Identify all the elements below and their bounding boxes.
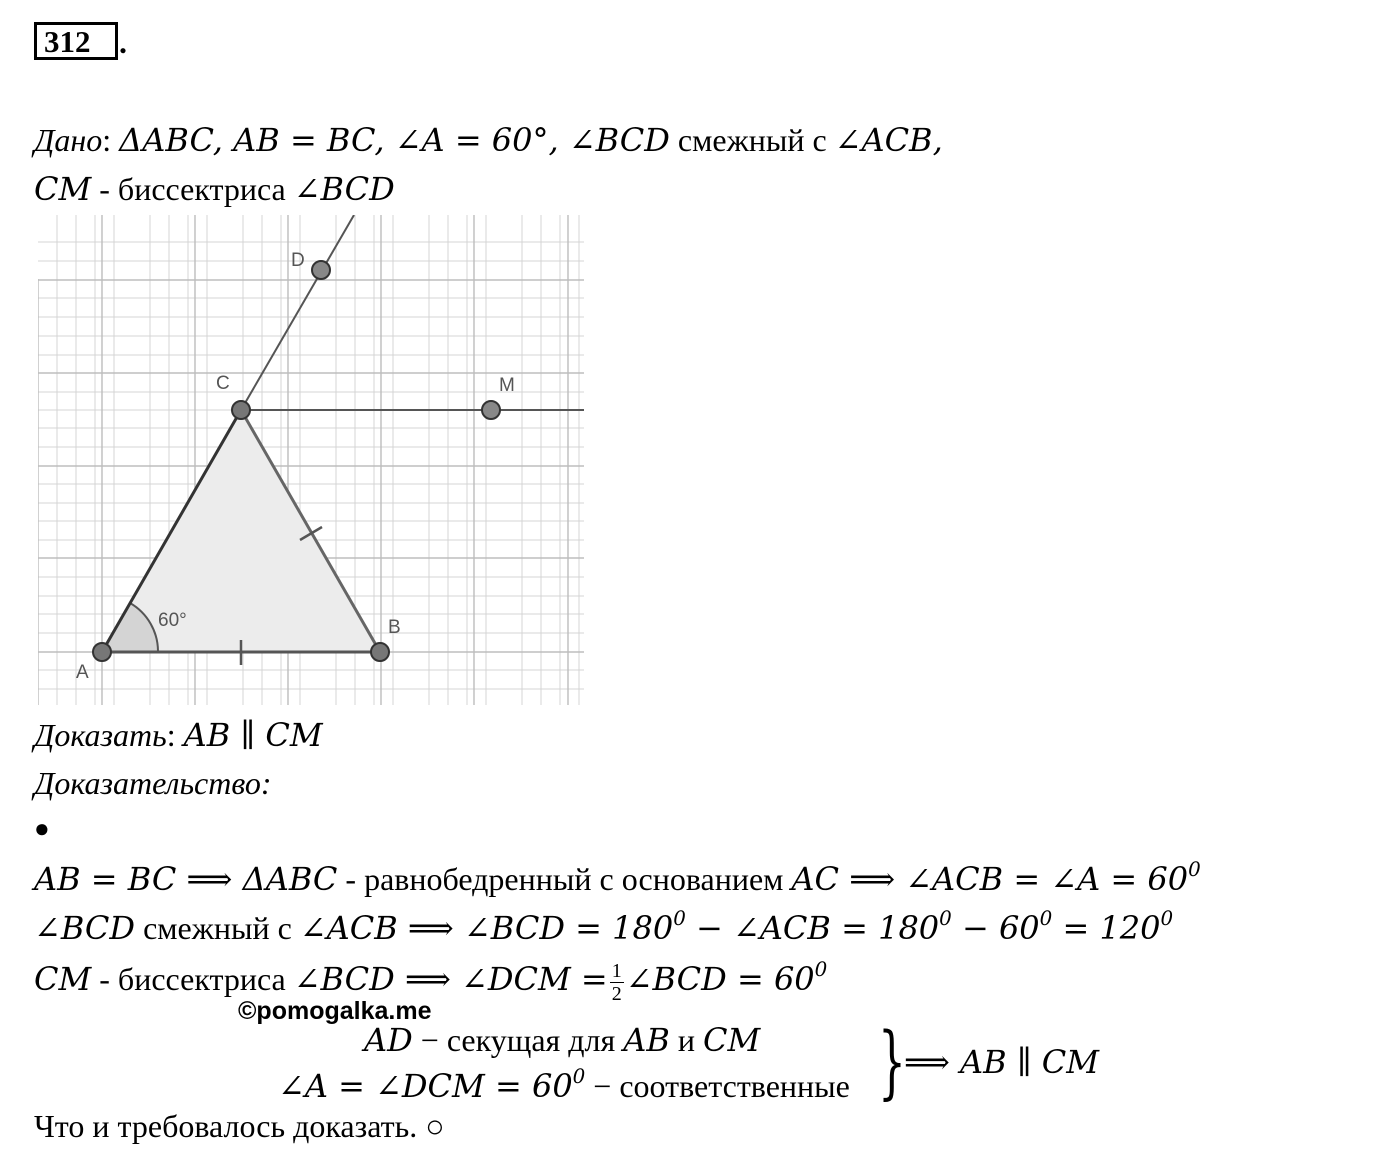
label-m: M [499,375,515,396]
proof-line-5: ∠A = ∠DCM = $60^0$ − соответственные [278,1065,850,1105]
point-d [312,261,330,279]
point-c [232,401,250,419]
bullet: ● [34,814,50,843]
given-label: Дано [34,122,103,158]
ray-cd [241,215,354,410]
proof-result: ⟹ AB ∥ CM [904,1043,1100,1081]
prove-line: Доказать: AB ∥ CM [34,716,323,754]
fraction-one-half: $\frac{1}{2}$ [611,960,622,1006]
problem-number-dot: . [119,24,127,60]
conclusion: Что и требовалось доказать. ○ [34,1108,445,1144]
geometry-figure [38,215,584,705]
proof-line-2: ∠BCD смежный с ∠ACB ⟹ ∠BCD = $180^0$ − ∠ACB = $180^0 - 60^0 = 120^0$ [34,907,1174,947]
label-b: B [388,617,401,638]
proof-line-1: AB = BC ⟹ ΔABC - равнобедренный с основанием AC ⟹ ∠ACB = ∠A = $60^0$ [34,858,1201,898]
point-a [93,643,111,661]
label-d: D [291,250,305,271]
proof-label: Доказательство: [34,765,272,801]
proof-line-3: CM - биссектриса ∠BCD ⟹ ∠DCM = $\frac{1}{2}$ ∠BCD = $60^0$ [34,958,828,1006]
given-line-1: Дано: ΔABC, AB = BC, ∠A = 60°, ∠BCD смежный с ∠ACB, [34,121,943,159]
given-line-2: CM - биссектриса ∠BCD [34,170,395,208]
problem-number: 312 [34,22,118,60]
point-m [482,401,500,419]
label-c: C [216,373,230,394]
right-brace: } [878,1015,906,1108]
proof-line-4: AD − секущая для AB и CM [364,1021,761,1059]
label-a: A [76,662,89,683]
watermark: ©pomogalka.me [238,997,432,1025]
point-b [371,643,389,661]
angle-label: 60° [158,610,187,631]
